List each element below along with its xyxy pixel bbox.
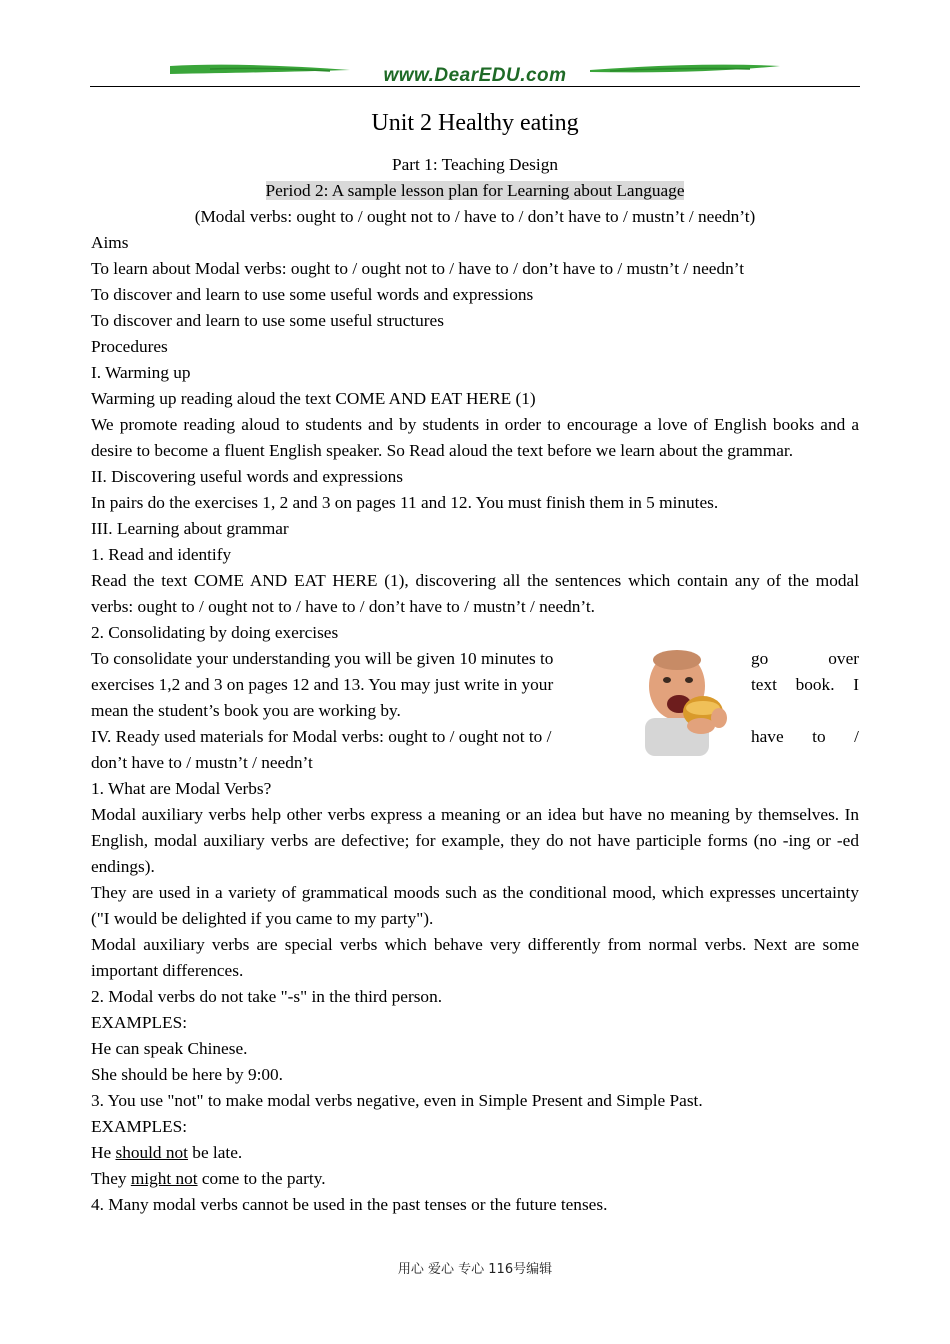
text-right bbox=[751, 672, 859, 698]
modal-list: (Modal verbs: ought to / ought not to / have to / don’t have to / mustn’t / needn’t) bbox=[194, 207, 756, 226]
underlined-text: might not bbox=[130, 1169, 198, 1188]
word: go bbox=[751, 649, 769, 668]
ready-line: don’t have to / mustn’t / needn’t bbox=[91, 753, 313, 772]
text-right bbox=[751, 724, 859, 750]
example-sentence bbox=[91, 1140, 859, 1166]
image-wrap-block bbox=[91, 646, 859, 776]
document-body bbox=[91, 152, 859, 1218]
underlined-text: should not bbox=[115, 1143, 188, 1162]
warming-line: Warming up reading aloud the text COME AND EAT HERE (1) bbox=[91, 389, 536, 408]
aims-heading: Aims bbox=[91, 233, 129, 252]
aim-item: To discover and learn to use some useful structures bbox=[91, 311, 444, 330]
grammar-heading: III. Learning about grammar bbox=[91, 519, 289, 538]
procedures-heading: Procedures bbox=[91, 337, 168, 356]
text: They bbox=[91, 1169, 131, 1188]
point-3: 3. You use "not" to make modal verbs negative, even in Simple Present and Simple Past. bbox=[91, 1091, 703, 1110]
consolidate-line bbox=[91, 646, 859, 672]
period-highlight: Period 2: A sample lesson plan for Learning about Language bbox=[265, 181, 685, 200]
word: / bbox=[854, 727, 859, 746]
discover-heading: II. Discovering useful words and expressions bbox=[91, 467, 403, 486]
text-right bbox=[751, 646, 859, 672]
word: text bbox=[751, 675, 777, 694]
warming-heading: I. Warming up bbox=[91, 363, 191, 382]
text-left: IV. Ready used materials for Modal verbs: ought to / ought not to / bbox=[91, 727, 552, 746]
word: have bbox=[751, 727, 784, 746]
consolidate-line bbox=[91, 672, 859, 698]
man-eating-burger-image bbox=[635, 646, 735, 756]
example-sentence: She should be here by 9:00. bbox=[91, 1065, 283, 1084]
word: to bbox=[812, 727, 826, 746]
ready-line bbox=[91, 724, 859, 750]
read-paragraph: Read the text COME AND EAT HERE (1), discovering all the sentences which contain any of the modal verbs: ought to / ought not to / have to / don’t have to / mustn’t / needn’t. bbox=[91, 571, 859, 616]
example-sentence bbox=[91, 1166, 859, 1192]
consolidate-heading: 2. Consolidating by doing exercises bbox=[91, 623, 339, 642]
word: I bbox=[853, 675, 859, 694]
word: book. bbox=[795, 675, 835, 694]
materials-paragraph: Modal auxiliary verbs help other verbs express a meaning or an idea but have no meaning by themselves. In English, modal auxiliary verbs are defective; for example, they do not have participle forms (no -ing or -ed endings). bbox=[91, 805, 859, 876]
word: over bbox=[828, 649, 859, 668]
text-left: exercises 1,2 and 3 on pages 12 and 13. You may just write in your bbox=[91, 675, 554, 694]
example-sentence: He can speak Chinese. bbox=[91, 1039, 248, 1058]
subtitle: Part 1: Teaching Design bbox=[392, 155, 558, 174]
examples-label: EXAMPLES: bbox=[91, 1013, 188, 1032]
page-footer: 用心 爱心 专心 116号编辑 bbox=[397, 1262, 553, 1277]
materials-paragraph: They are used in a variety of grammatical moods such as the conditional mood, which expresses uncertainty ("I would be delighted if you came to my party"). bbox=[91, 883, 859, 928]
point-2: 2. Modal verbs do not take "-s" in the third person. bbox=[91, 987, 443, 1006]
point-4: 4. Many modal verbs cannot be used in the past tenses or the future tenses. bbox=[91, 1195, 608, 1214]
warming-paragraph: We promote reading aloud to students and by students in order to encourage a love of English books and a desire to become a fluent English speaker. So Read aloud the text before we learn about the grammar. bbox=[91, 415, 859, 460]
text: come to the party. bbox=[197, 1169, 326, 1188]
text-left: To consolidate your understanding you will be given 10 minutes to bbox=[91, 649, 554, 668]
read-heading: 1. Read and identify bbox=[91, 545, 232, 564]
examples-label: EXAMPLES: bbox=[91, 1117, 188, 1136]
text: be late. bbox=[187, 1143, 243, 1162]
aim-item: To discover and learn to use some useful words and expressions bbox=[91, 285, 534, 304]
page-title: Unit 2 Healthy eating bbox=[371, 110, 579, 136]
materials-paragraph: Modal auxiliary verbs are special verbs which behave very differently from normal verbs. Next are some important differences. bbox=[91, 935, 859, 980]
what-heading: 1. What are Modal Verbs? bbox=[91, 779, 272, 798]
period-line bbox=[91, 178, 859, 204]
consolidate-line: mean the student’s book you are working by. bbox=[91, 701, 401, 720]
discover-paragraph: In pairs do the exercises 1, 2 and 3 on pages 11 and 12. You must finish them in 5 minutes. bbox=[91, 493, 719, 512]
text: He bbox=[91, 1143, 116, 1162]
aim-item: To learn about Modal verbs: ought to / ought not to / have to / don’t have to / mustn’t / needn’t bbox=[91, 259, 744, 278]
header-rule bbox=[90, 86, 860, 87]
site-brand[interactable]: www.DearEDU.com bbox=[383, 65, 567, 86]
